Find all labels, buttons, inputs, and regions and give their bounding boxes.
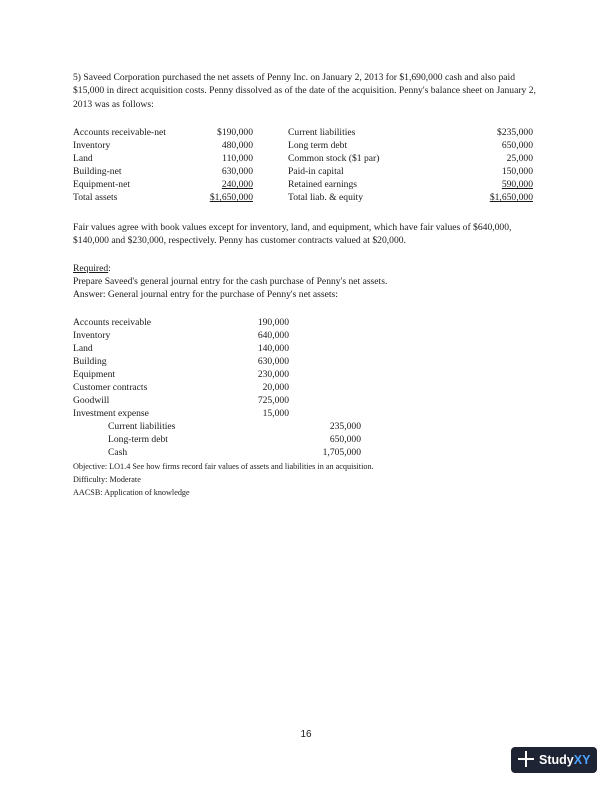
je-account: Accounts receivable xyxy=(73,317,152,328)
balance-sheet-row xyxy=(73,139,533,152)
bs-left-value: 480,000 xyxy=(221,140,253,151)
journal-row xyxy=(73,316,373,329)
journal-row xyxy=(73,342,373,355)
bs-right-label: Paid-in capital xyxy=(288,166,344,177)
je-debit: 20,000 xyxy=(262,382,289,393)
studyxy-watermark[interactable] xyxy=(511,747,597,773)
balance-sheet-row xyxy=(73,152,533,165)
fair-values-text: Fair values agree with book values except for inventory, land, and equipment, which have fair values of $640,000, $140,000 and $230,000, respectively. Penny has customer contracts valued at $20,000. xyxy=(73,222,512,247)
bs-right-label: Common stock ($1 par) xyxy=(288,153,380,164)
journal-row xyxy=(73,329,373,342)
journal-row xyxy=(73,381,373,394)
required-heading xyxy=(73,262,548,275)
bs-left-value: $190,000 xyxy=(217,127,253,138)
balance-sheet-row xyxy=(73,191,533,204)
je-account: Investment expense xyxy=(73,408,149,419)
bs-right-value: 590,000 xyxy=(501,179,533,190)
bs-left-value: 240,000 xyxy=(221,179,253,190)
bs-left-value: 630,000 xyxy=(221,166,253,177)
je-debit: 640,000 xyxy=(257,330,289,341)
bs-left-label: Total assets xyxy=(73,192,118,203)
bs-left-value: 110,000 xyxy=(222,153,253,164)
journal-row xyxy=(73,355,373,368)
bs-left-label: Land xyxy=(73,153,93,164)
bs-right-label: Total liab. & equity xyxy=(288,192,363,203)
bs-left-label: Equipment-net xyxy=(73,179,131,190)
bs-left-value: $1,650,000 xyxy=(209,192,253,203)
bs-right-value: $235,000 xyxy=(497,127,533,138)
je-credit: 235,000 xyxy=(329,421,361,432)
je-credit: 650,000 xyxy=(329,434,361,445)
je-debit: 15,000 xyxy=(262,408,289,419)
je-account: Goodwill xyxy=(73,395,110,406)
je-account: Current liabilities xyxy=(108,421,176,432)
bs-right-label: Current liabilities xyxy=(288,127,356,138)
required-colon: : xyxy=(108,263,111,274)
bs-right-label: Long term debt xyxy=(288,140,348,151)
brand-name xyxy=(539,753,590,767)
je-debit: 725,000 xyxy=(257,395,289,406)
required-text: Prepare Saveed's general journal entry for the cash purchase of Penny's net assets. xyxy=(73,276,388,287)
brand-accent: XY xyxy=(573,753,591,767)
je-account: Long-term debt xyxy=(108,434,168,445)
journal-row xyxy=(73,368,373,381)
je-account: Building xyxy=(73,356,107,367)
je-debit: 140,000 xyxy=(257,343,289,354)
plus-icon xyxy=(518,751,534,767)
je-account: Equipment xyxy=(73,369,116,380)
bs-left-label: Accounts receivable-net xyxy=(73,127,166,138)
difficulty-line: Difficulty: Moderate xyxy=(73,475,141,484)
bs-left-label: Inventory xyxy=(73,140,111,151)
je-account: Customer contracts xyxy=(73,382,148,393)
je-account: Land xyxy=(73,343,93,354)
required-label: Required xyxy=(73,263,109,274)
bs-right-value: $1,650,000 xyxy=(489,192,533,203)
balance-sheet-row xyxy=(73,165,533,178)
journal-row xyxy=(73,446,373,459)
je-account: Cash xyxy=(108,447,128,458)
balance-sheet-row xyxy=(73,126,533,139)
je-debit: 630,000 xyxy=(257,356,289,367)
problem-intro: 5) Saveed Corporation purchased the net assets of Penny Inc. on January 2, 2013 for $1,690,000 cash and also paid $15,000 in direct acquisition costs. Penny dissolved as of the date of the acquisition. Penny's balance sheet on January 2, 2013 was as follows: xyxy=(73,72,536,110)
je-debit: 230,000 xyxy=(257,369,289,380)
journal-row xyxy=(73,394,373,407)
je-debit: 190,000 xyxy=(257,317,289,328)
bs-right-value: 650,000 xyxy=(501,140,533,151)
brand-main: Study xyxy=(539,753,574,767)
bs-left-label: Building-net xyxy=(73,166,122,177)
journal-row xyxy=(73,433,373,446)
journal-row xyxy=(73,407,373,420)
answer-text: Answer: General journal entry for the purchase of Penny's net assets: xyxy=(73,289,338,300)
bs-right-value: 150,000 xyxy=(501,166,533,177)
aacsb-line: AACSB: Application of knowledge xyxy=(73,488,190,497)
page-number: 16 xyxy=(300,729,312,740)
bs-right-label: Retained earnings xyxy=(288,179,357,190)
bs-right-value: 25,000 xyxy=(506,153,533,164)
je-credit: 1,705,000 xyxy=(322,447,361,458)
je-account: Inventory xyxy=(73,330,111,341)
objective-line: Objective: LO1.4 See how firms record fair values of assets and liabilities in an acquisition. xyxy=(73,462,374,471)
journal-row xyxy=(73,420,373,433)
balance-sheet-row xyxy=(73,178,533,191)
